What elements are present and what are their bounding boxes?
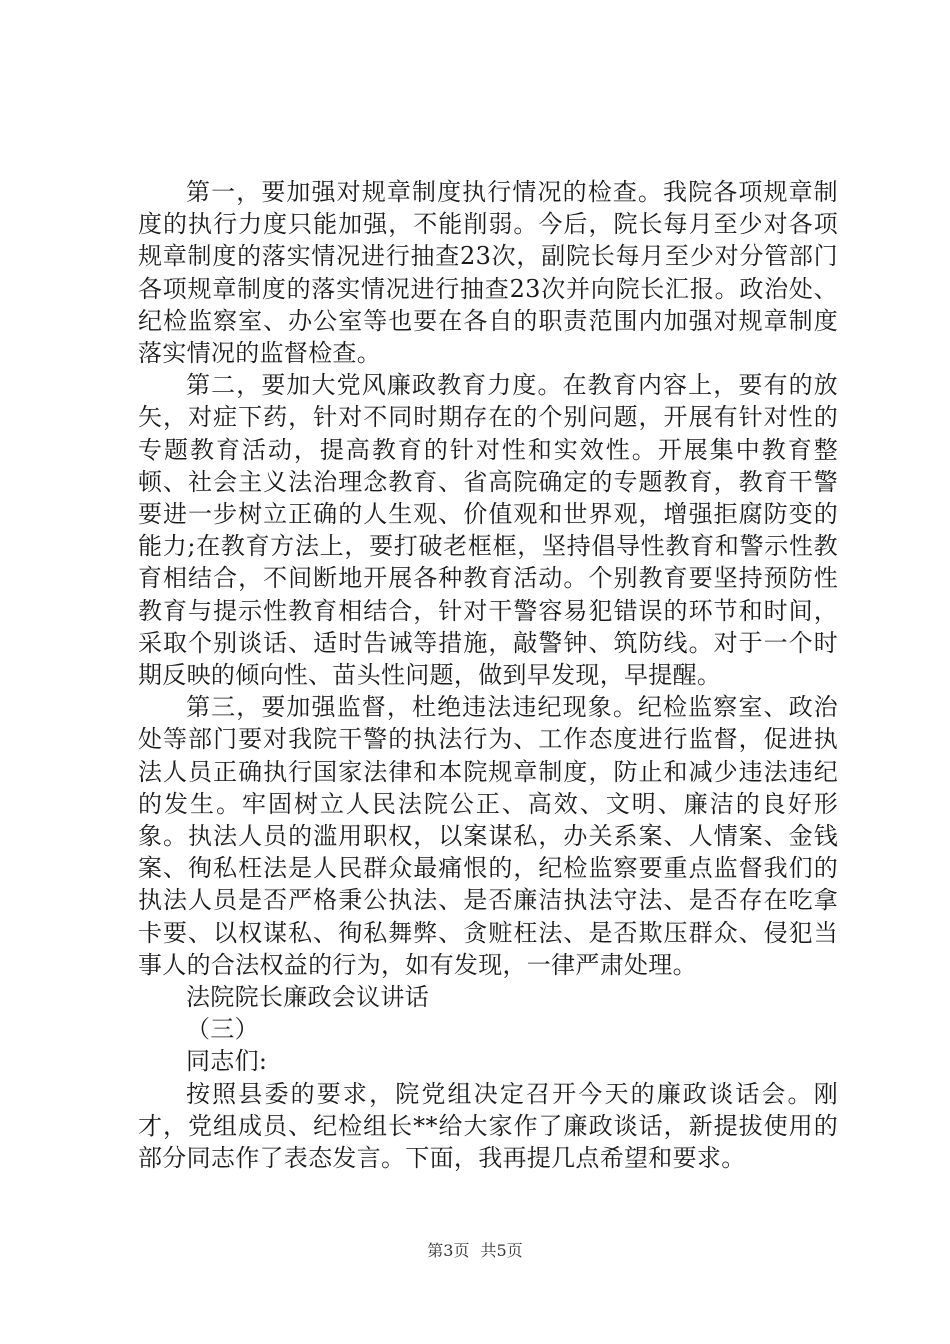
paragraph-opening: 按照县委的要求，院党组决定召开今天的廉政谈话会。刚才，党组成员、纪检组长**给大家作了廉政谈话，新提拔使用的部分同志作了表态发言。下面，我再提几点希望和要求。 [138,1079,838,1173]
page-number: 第3页 [427,1241,470,1260]
paragraph-third-point: 第三，要加强监督，杜绝违法违纪现象。纪检监察室、政治处等部门要对我院干警的执法行为、工作态度进行监督，促进执法人员正确执行国家法律和本院规章制度，防止和减少违法违纪的发生。牢固树立人民法院公正、高效、文明、廉洁的良好形象。执法人员的滥用职权，以案谋私，办关系案、人情案、金钱案、徇私枉法是人民群众最痛恨的，纪检监察要重点监督我们的执法人员是否严格秉公执法、是否廉洁执法守法、是否存在吃拿卡要、以权谋私、徇私舞弊、贪赃枉法、是否欺压群众、侵犯当事人的合法权益的行为，如有发现，一律严肃处理。 [138,693,838,979]
section-title: 法院院长廉政会议讲话 [186,983,429,1012]
document-body [138,176,838,1174]
page-total: 共5页 [480,1241,523,1260]
salutation: 同志们: [186,1047,268,1076]
page-footer [0,1238,950,1261]
paragraph-first-point: 第一，要加强对规章制度执行情况的检查。我院各项规章制度的执行力度只能加强，不能削弱。今后，院长每月至少对各项规章制度的落实情况进行抽查23次，副院长每月至少对分管部门各项规章制度的落实情况进行抽查23次并向院长汇报。政治处、纪检监察室、办公室等也要在各自的职责范围内加强对规章制度落实情况的监督检查。 [138,178,838,368]
section-number: （三） [186,1015,259,1044]
paragraph-second-point: 第二，要加大党风廉政教育力度。在教育内容上，要有的放矢，对症下药，针对不同时期存在的个别问题，开展有针对性的专题教育活动，提高教育的针对性和实效性。开展集中教育整顿、社会主义法治理念教育、省高院确定的专题教育，教育干警要进一步树立正确的人生观、价值观和世界观，增强拒腐防变的能力;在教育方法上，要打破老框框，坚持倡导性教育和警示性教育相结合，不间断地开展各种教育活动。个别教育要坚持预防性教育与提示性教育相结合，针对干警容易犯错误的环节和时间，采取个别谈话、适时告诫等措施，敲警钟、筑防线。对于一个时期反映的倾向性、苗头性问题，做到早发现，早提醒。 [138,371,838,690]
